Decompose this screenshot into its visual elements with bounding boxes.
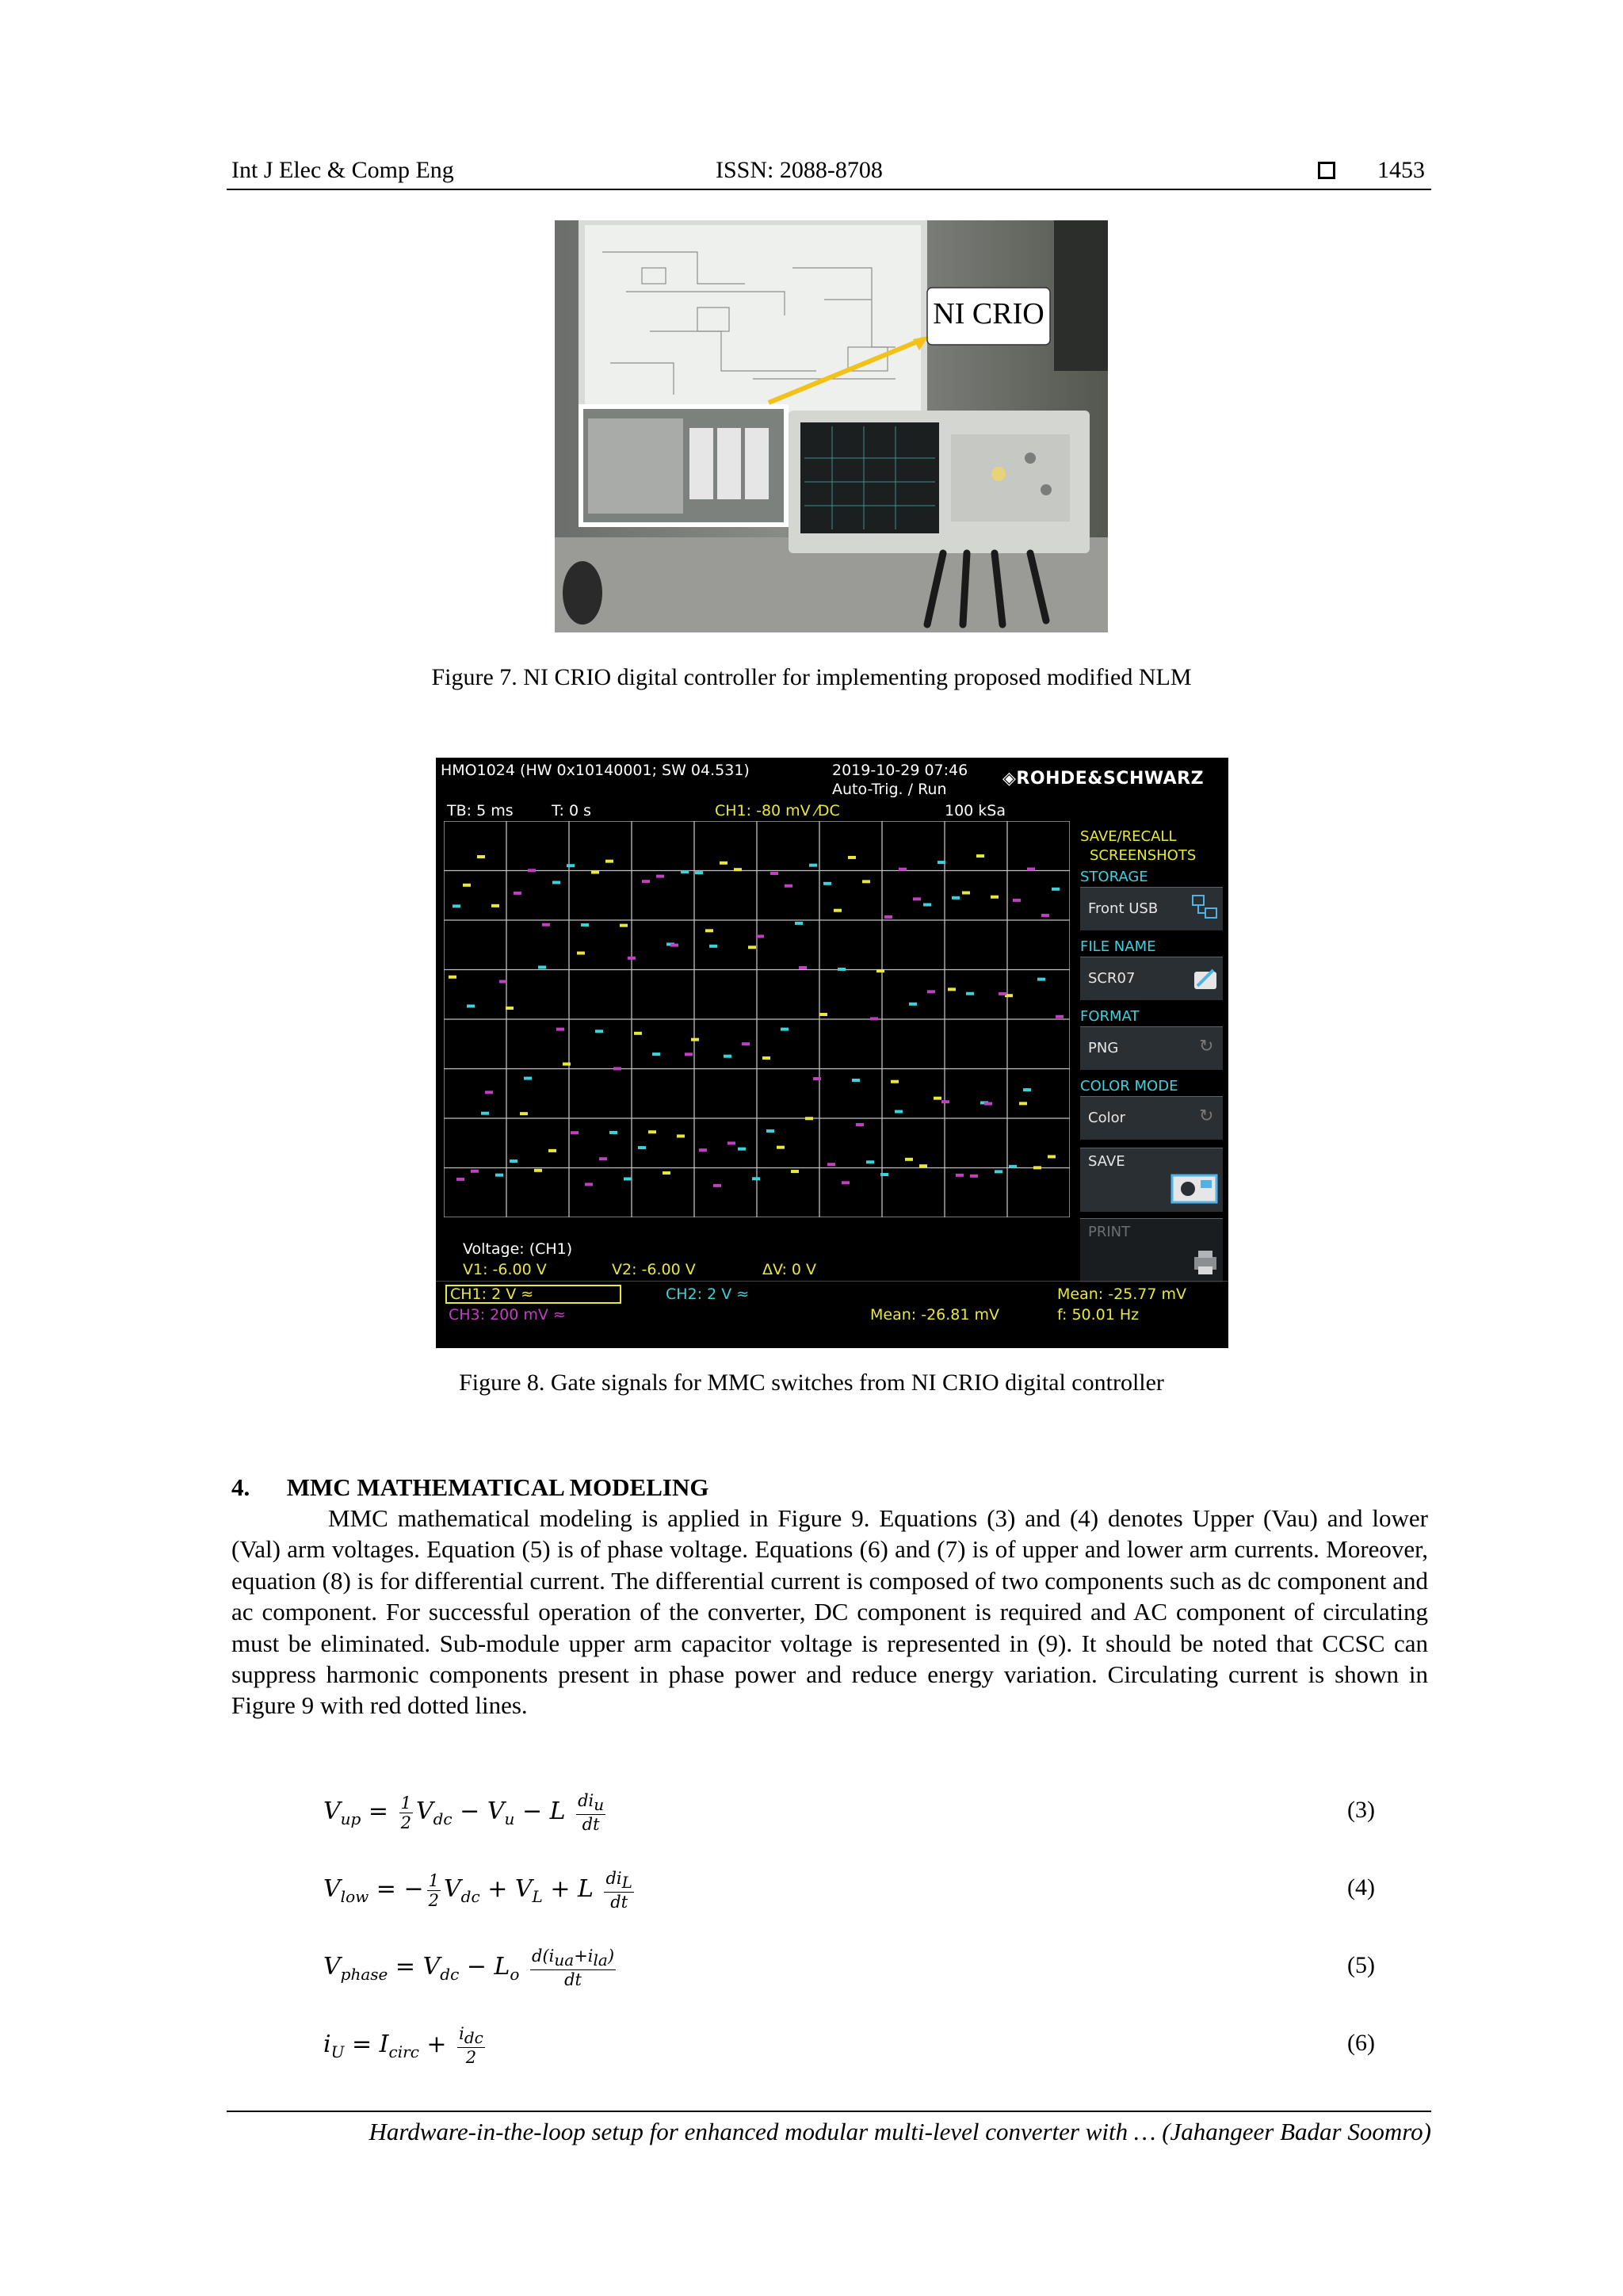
equation-6: $i_U = I_{circ}$ + $\frac{i_{dc}}{2}$ [323,2024,483,2068]
scope-waveform-area [444,821,1070,1217]
ch2-scale-button[interactable]: CH2: 2 V ≈ [666,1286,750,1303]
gate-signal-mark [1027,868,1035,871]
gate-signal-mark [510,1159,517,1163]
gate-signal-mark [1013,899,1021,902]
gate-signal-mark [976,854,984,858]
storage-label: STORAGE [1080,869,1148,885]
gate-signal-mark [999,992,1006,995]
figure-8-caption: Figure 8. Gate signals for MMC switches from NI CRIO digital controller [459,1370,1164,1396]
scope-datetime: 2019-10-29 07:46 [832,762,968,779]
gate-signal-mark [642,880,650,883]
gate-signal-mark [571,1131,579,1134]
gate-signal-mark [720,861,727,865]
gate-signal-mark [884,915,892,919]
cursor-v2: V2: -6.00 V [612,1261,696,1278]
gate-signal-mark [670,944,678,947]
gate-signal-mark [762,1056,770,1060]
gate-signal-mark [491,904,499,907]
gate-signal-mark [995,1170,1002,1173]
gate-signal-mark [962,892,970,895]
gate-signal-mark [456,1178,464,1181]
ch1-trigger-level: CH1: -80 mV ⁄DC [715,802,840,819]
gate-signal-mark [705,929,713,932]
colormode-label: COLOR MODE [1080,1078,1178,1095]
scope-trigger-mode: Auto-Trig. / Run [832,781,947,798]
gate-signal-mark [956,1174,964,1177]
equation-3: $V_{up}$ = $\frac{1}{2}$ $V_{dc} - V_u - L$ $\frac{di_u}{dt}$ [323,1791,605,1835]
gate-signal-mark [1033,1166,1041,1169]
gate-signal-mark [681,870,689,873]
gate-signal-mark [770,872,778,875]
gate-signal-mark [514,892,521,895]
gate-signal-mark [552,881,560,884]
gate-signal-mark [481,1112,489,1115]
trigger-position: T: 0 s [552,802,591,819]
ch3-scale-button[interactable]: CH3: 200 mV ≈ [449,1306,566,1324]
gate-signal-mark [809,864,817,867]
gate-signal-mark [1056,1015,1064,1018]
gate-signal-mark [777,1146,785,1149]
filename-button[interactable] [1080,957,1223,1000]
gate-signal-mark [463,884,471,887]
gate-signal-mark [449,976,456,979]
frequency: f: 50.01 Hz [1057,1306,1140,1324]
gate-signal-mark [848,856,856,859]
gate-signal-mark [823,882,831,885]
gate-signal-mark [691,1038,699,1041]
timebase: TB: 5 ms [447,802,514,819]
gate-signal-mark [827,1163,835,1166]
gate-signal-mark [785,884,792,888]
gate-signal-mark [609,1131,617,1134]
gate-signal-mark [471,1170,479,1173]
gate-signal-mark [913,897,921,900]
gate-signal-mark [542,923,550,926]
gate-signal-mark [599,1157,607,1160]
gate-signal-mark [834,909,842,912]
gate-signal-mark [528,869,536,872]
gate-signal-mark [923,904,931,907]
gate-signal-mark [891,1080,899,1083]
format-value: PNG [1088,1040,1119,1056]
gate-signal-mark [567,864,575,867]
gate-signal-mark [905,1158,913,1161]
gate-signal-mark [866,1160,874,1163]
page-number: 1453 [1377,157,1425,183]
print-label: PRINT [1088,1224,1131,1240]
gate-signal-mark [695,871,703,874]
storage-button[interactable] [1080,887,1223,930]
gate-signal-mark [506,1007,514,1010]
nicrio-callout-label: NI CRIO [933,297,1044,330]
gate-signal-mark [467,1004,475,1007]
gate-signal-mark [477,855,485,858]
gate-signal-mark [795,922,803,925]
running-footer: Hardware-in-the-loop setup for enhanced modular multi-level converter with … (Jahangeer Badar Soomro) [369,2118,1431,2145]
gate-signal-mark [605,860,613,863]
header-rule [227,189,1431,190]
gate-signal-mark [966,992,974,995]
filename-label: FILE NAME [1080,938,1156,955]
footer-rule [227,2111,1431,2112]
menu-title-line1: SAVE/RECALL [1080,828,1177,845]
gate-signal-mark [805,1117,813,1120]
gate-signal-mark [724,1055,731,1058]
gate-signal-mark [548,1149,556,1152]
gate-signal-mark [638,1146,646,1149]
gate-signal-mark [1023,1088,1031,1091]
rotate-knob-icon: ↻ [1199,1037,1214,1056]
colormode-value: Color [1088,1110,1125,1126]
gate-signal-mark [677,1134,685,1137]
gate-signal-mark [485,1091,493,1094]
cursor-delta-v: ΔV: 0 V [762,1261,817,1278]
gate-signal-mark [591,871,599,874]
gate-signal-mark [899,868,907,871]
equation-4: $V_{low}$ = − $\frac{1}{2}$ $V_{dc} + V_L + L$ $\frac{di_L}{dt}$ [323,1869,632,1912]
gate-signal-mark [752,1177,760,1180]
gate-signal-mark [1052,888,1060,891]
gate-signal-mark [585,1182,593,1186]
gate-signal-mark [534,1169,542,1172]
gate-signal-mark [927,990,935,993]
journal-name: Int J Elec & Comp Eng [231,157,454,183]
issn: ISSN: 2088-8708 [716,157,883,183]
gate-signal-mark [856,1123,864,1126]
gate-signal-mark [734,868,742,871]
gate-signal-mark [563,1063,571,1066]
equation-3-number: (3) [1347,1797,1375,1823]
figure-7-photo [555,220,1108,632]
menu-title-line2: SCREENSHOTS [1090,847,1197,864]
gate-signal-mark [453,904,460,907]
gate-signal-mark [895,1110,903,1114]
gate-signal-mark [727,1141,735,1144]
checkbox-square-icon [1318,162,1335,179]
gate-signal-mark [499,980,507,983]
gate-signal-mark [738,1148,746,1151]
brand-name: ROHDE&SCHWARZ [1016,769,1205,789]
cursor-title: Voltage: (CH1) [463,1240,573,1258]
figure-7-caption: Figure 7. NI CRIO digital controller for implementing proposed modified NLM [431,664,1192,690]
gate-signal-mark [876,969,884,972]
gate-signal-mark [799,966,807,969]
equation-5-number: (5) [1347,1952,1375,1978]
brand-logo [1002,769,1204,789]
section-heading: 4. MMC MATHEMATICAL MODELING [231,1473,709,1501]
gate-signal-mark [842,1181,850,1184]
gate-signal-mark [970,1175,978,1178]
equation-4-number: (4) [1347,1874,1375,1901]
gate-signal-mark [819,1013,827,1016]
figure-8-oscilloscope [436,758,1228,1348]
gate-signal-mark [1019,1102,1027,1105]
save-button[interactable] [1080,1148,1223,1212]
brand-diamond-icon: ◈ [1002,769,1017,789]
gate-signal-mark [766,1129,774,1133]
camera-save-icon [1167,1171,1220,1205]
equation-6-number: (6) [1347,2030,1375,2056]
gate-signal-mark [991,896,999,899]
gate-signal-mark [709,945,717,948]
ch2-mean: Mean: -26.81 mV [870,1306,1000,1324]
sample-rate: 100 kSa [945,802,1006,819]
gate-signal-mark [656,875,664,878]
printer-icon [1191,1249,1220,1276]
gate-signal-mark [938,861,945,864]
gate-signal-mark [538,965,546,968]
gate-signal-mark [748,946,756,949]
format-label: FORMAT [1080,1008,1140,1025]
gate-signal-mark [919,1164,927,1167]
gate-signal-mark [813,1077,821,1080]
gate-signal-mark [756,934,764,938]
gate-signal-mark [652,1052,660,1056]
gate-signal-mark [852,1079,860,1082]
gate-signal-mark [1048,1155,1056,1158]
scope-model: HMO1024 (HW 0x10140001; SW 04.531) [441,762,750,779]
gate-signal-mark [613,1067,621,1070]
gate-signal-mark [1037,978,1045,981]
ch1-scale-button[interactable]: CH1: 2 V ≈ [445,1285,621,1304]
gate-signal-mark [595,1030,603,1033]
gate-signal-mark [742,1042,750,1045]
gate-signal-mark [495,1174,503,1177]
gate-signal-mark [699,1148,707,1152]
gate-signal-mark [648,1130,656,1133]
gate-signal-mark [952,896,960,900]
gate-signal-mark [634,1032,642,1035]
gate-signal-mark [663,1171,670,1175]
gate-signal-mark [685,1052,693,1056]
gate-signal-mark [577,952,585,955]
gate-signal-mark [556,1028,564,1031]
equation-5: $V_{phase} = V_{dc} - L_o$ $\frac{d(i_{ua}+i_{la})}{dt}$ [323,1946,615,1990]
rotate-knob-icon: ↻ [1199,1106,1214,1126]
gate-signal-mark [880,1173,888,1176]
cursor-v1: V1: -6.00 V [463,1261,547,1278]
gate-signal-mark [791,1170,799,1173]
gate-signal-mark [838,968,846,971]
gate-signal-mark [934,1097,941,1100]
section-body: MMC mathematical modeling is applied in Figure 9. Equations (3) and (4) denotes Upper (Vau) and lower (Val) arm voltages. Equation (5) is of phase voltage. Equations (6) and (7) is of upper and lower arm currents. Moreover, equation (8) is for differential current. The differential current is composed of two components such as dc component and ac component. For successful operation of the converter, DC component is required and AC component of circulating must be eliminated. Sub-module upper arm capacitor voltage is represented in (9). It should be noted that CCSC can suppress harmonic components present in phase power and reduce energy variation. Circulating current is shown in Figure 9 with red dotted lines. [231,1504,1428,1720]
edit-keyboard-icon [1191,964,1220,995]
gate-signal-mark [1009,1165,1017,1168]
menu-title [1080,827,1196,865]
gate-signal-mark [948,988,956,991]
gate-signal-mark [628,957,636,960]
print-button[interactable] [1080,1218,1223,1282]
gate-signal-mark [581,923,589,926]
storage-value: Front USB [1088,900,1159,917]
gate-signal-mark [1041,914,1049,917]
lab-setup-photo [555,220,1108,632]
gate-signal-mark [984,1102,992,1106]
gate-signal-mark [909,1003,917,1006]
gate-signal-mark [713,1184,721,1187]
ch1-mean: Mean: -25.77 mV [1057,1286,1187,1303]
gate-signal-mark [862,880,870,883]
save-label: SAVE [1088,1153,1125,1170]
colormode-button[interactable] [1080,1096,1223,1140]
gate-signal-mark [941,1100,949,1103]
filename-value: SCR07 [1088,970,1136,987]
gate-signal-mark [620,924,628,927]
usb-folder-icon [1191,894,1220,926]
gate-signal-mark [520,1112,528,1115]
gate-signal-mark [524,1077,532,1080]
gate-signal-mark [870,1017,878,1020]
bottom-bar-divider [436,1281,1228,1282]
format-button[interactable] [1080,1026,1223,1070]
gate-signal-mark [624,1177,632,1180]
gate-signal-mark [781,1028,789,1031]
